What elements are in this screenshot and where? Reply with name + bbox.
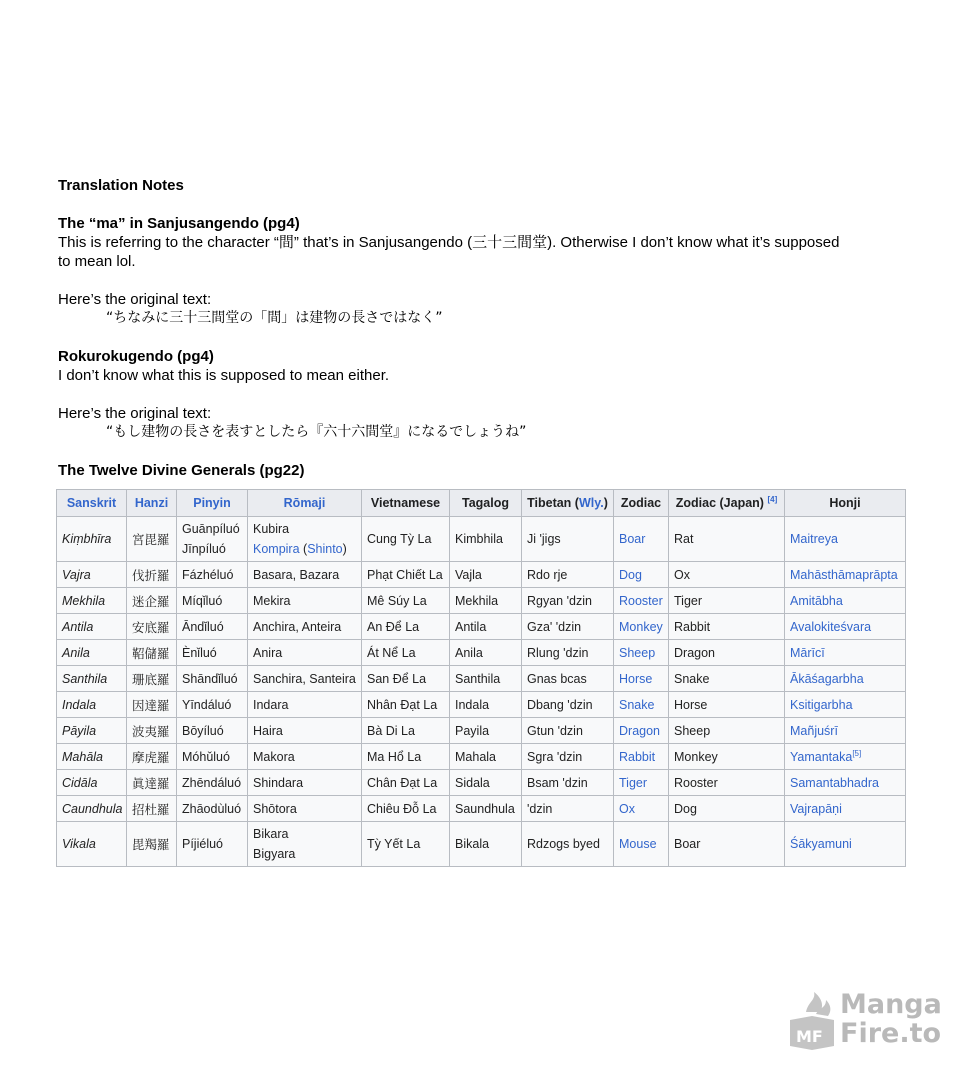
cell-hanzi: 珊底羅	[127, 666, 177, 692]
cell-honji	[785, 588, 906, 614]
cell-tibetan: Dbang 'dzin	[522, 692, 614, 718]
header-zodiac-japan	[669, 490, 785, 517]
watermark-text	[840, 990, 942, 1048]
cell-zodiac-japan: Horse	[669, 692, 785, 718]
cell-tagalog: Payila	[450, 718, 522, 744]
romaji-line: Indara	[253, 697, 289, 712]
cell-sanskrit: Kiṃbhīra	[57, 517, 127, 562]
section-heading-rokurokugendo: Rokurokugendo (pg4)	[58, 348, 214, 365]
table-row	[57, 744, 906, 770]
cell-pinyin	[177, 822, 248, 867]
honji-link[interactable]: Ksitigarbha	[790, 697, 853, 712]
cell-romaji	[248, 744, 362, 770]
cell-tibetan: Bsam 'dzin	[522, 770, 614, 796]
zodiac-link[interactable]: Monkey	[619, 619, 663, 634]
ref-link[interactable]: [4]	[767, 494, 778, 504]
cell-tagalog: Sidala	[450, 770, 522, 796]
cell-pinyin	[177, 744, 248, 770]
honji-link[interactable]: Mārīcī	[790, 645, 825, 660]
header-tibetan-close: )	[603, 496, 608, 510]
cell-vietnamese: Chân Đạt La	[362, 770, 450, 796]
cell-sanskrit: Indala	[57, 692, 127, 718]
original-text-label: Here’s the original text:	[58, 291, 212, 308]
cell-honji	[785, 562, 906, 588]
honji-link[interactable]: Amitābha	[790, 593, 843, 608]
header-zodiac-japan-label: Zodiac (Japan)	[675, 496, 768, 510]
header-tagalog: Tagalog	[450, 490, 522, 517]
cell-zodiac-japan: Monkey	[669, 744, 785, 770]
cell-hanzi: 毘羯羅	[127, 822, 177, 867]
cell-vietnamese: Bà Di La	[362, 718, 450, 744]
romaji-line	[253, 539, 356, 559]
pinyin-line: Míqǐluó	[182, 593, 223, 608]
cell-tibetan: Rlung 'dzin	[522, 640, 614, 666]
header-tibetan-label: Tibetan (	[527, 496, 579, 510]
svg-text:MF: MF	[796, 1027, 823, 1046]
cell-zodiac	[614, 770, 669, 796]
original-text-label: Here’s the original text:	[58, 405, 212, 422]
section-text-rokurokugendo: I don’t know what this is supposed to mean either.	[58, 367, 390, 384]
cell-hanzi: 因達羅	[127, 692, 177, 718]
cell-hanzi: 波夷羅	[127, 718, 177, 744]
cell-zodiac	[614, 640, 669, 666]
honji-link[interactable]: Vajrapāṇi	[790, 801, 842, 816]
cell-sanskrit: Santhila	[57, 666, 127, 692]
cell-hanzi: 鞀儲羅	[127, 640, 177, 666]
cell-tagalog: Anila	[450, 640, 522, 666]
pinyin-line: Fázhéluó	[182, 567, 234, 582]
zodiac-link[interactable]: Mouse	[619, 837, 657, 851]
cell-romaji	[248, 614, 362, 640]
table-row	[57, 517, 906, 562]
cell-pinyin	[177, 614, 248, 640]
cell-sanskrit: Pāyila	[57, 718, 127, 744]
zodiac-link[interactable]: Snake	[619, 697, 655, 712]
zodiac-link[interactable]: Dog	[619, 567, 642, 582]
cell-sanskrit: Cidāla	[57, 770, 127, 796]
cell-vietnamese: An Để La	[362, 614, 450, 640]
cell-hanzi: 安底羅	[127, 614, 177, 640]
romaji-line: Shōtora	[253, 801, 297, 816]
cell-zodiac	[614, 517, 669, 562]
header-pinyin[interactable]: Pinyin	[177, 490, 248, 517]
cell-sanskrit: Anila	[57, 640, 127, 666]
cell-hanzi: 摩虎羅	[127, 744, 177, 770]
table-row	[57, 562, 906, 588]
shinto-link[interactable]: Shinto	[307, 542, 343, 556]
pinyin-line: Jīnpíluó	[182, 542, 226, 556]
cell-tibetan: Gtun 'dzin	[522, 718, 614, 744]
cell-zodiac-japan: Tiger	[669, 588, 785, 614]
cell-romaji	[248, 562, 362, 588]
cell-zodiac-japan: Boar	[669, 822, 785, 867]
cell-pinyin	[177, 588, 248, 614]
cell-tibetan: Sgra 'dzin	[522, 744, 614, 770]
cell-hanzi: 宮毘羅	[127, 517, 177, 562]
cell-romaji	[248, 796, 362, 822]
table-row	[57, 770, 906, 796]
cell-romaji	[248, 666, 362, 692]
original-text-ja: “ちなみに三十三間堂の「間」は建物の長さではなく”	[106, 310, 443, 326]
cell-sanskrit: Caundhula	[57, 796, 127, 822]
romaji-line: Shindara	[253, 775, 304, 790]
cell-tagalog: Bikala	[450, 822, 522, 867]
cell-vietnamese: Cung Tỳ La	[362, 517, 450, 562]
pinyin-line: Móhǔluó	[182, 749, 230, 764]
cell-tagalog: Mahala	[450, 744, 522, 770]
cell-tibetan: 'dzin	[522, 796, 614, 822]
header-romaji[interactable]: Rōmaji	[248, 490, 362, 517]
zodiac-link[interactable]: Boar	[619, 532, 646, 546]
pinyin-line: Guānpíluó	[182, 522, 240, 536]
cell-zodiac	[614, 692, 669, 718]
cell-hanzi: 眞達羅	[127, 770, 177, 796]
honji-link[interactable]: Maitreya	[790, 532, 838, 546]
cell-vietnamese: Tỳ Yết La	[362, 822, 450, 867]
cell-romaji	[248, 718, 362, 744]
cell-honji	[785, 614, 906, 640]
cell-zodiac-japan: Dragon	[669, 640, 785, 666]
romaji-line: Mekira	[253, 593, 291, 608]
zodiac-link[interactable]: Ox	[619, 801, 635, 816]
romaji-line: Bigyara	[253, 847, 296, 861]
honji-link[interactable]: Samantabhadra	[790, 775, 879, 790]
cell-tagalog: Saundhula	[450, 796, 522, 822]
romaji-line: Sanchira, Santeira	[253, 671, 356, 686]
cell-romaji	[248, 770, 362, 796]
romaji-line: Anira	[253, 645, 283, 660]
paren-open: (	[299, 542, 308, 556]
honji-link[interactable]: Mahāsthāmaprāpta	[790, 567, 898, 582]
cell-zodiac	[614, 588, 669, 614]
zodiac-link[interactable]: Dragon	[619, 723, 660, 738]
cell-tibetan: Ji 'jigs	[522, 517, 614, 562]
cell-tibetan: Rdo rje	[522, 562, 614, 588]
cell-zodiac-japan: Dog	[669, 796, 785, 822]
ref-link[interactable]: [5]	[852, 748, 862, 758]
table-header-row	[57, 490, 906, 517]
table-row	[57, 718, 906, 744]
wly-link[interactable]: Wly.	[578, 496, 604, 510]
honji-link[interactable]: Mañjuśrī	[790, 723, 838, 738]
cell-tagalog: Mekhila	[450, 588, 522, 614]
cell-pinyin	[177, 666, 248, 692]
cell-tibetan: Rgyan 'dzin	[522, 588, 614, 614]
cell-honji	[785, 770, 906, 796]
notes-title: Translation Notes	[58, 177, 184, 194]
table-row	[57, 614, 906, 640]
section-heading-generals: The Twelve Divine Generals (pg22)	[58, 462, 305, 479]
cell-tagalog: Santhila	[450, 666, 522, 692]
cell-pinyin	[177, 562, 248, 588]
cell-zodiac-japan: Ox	[669, 562, 785, 588]
cell-zodiac	[614, 718, 669, 744]
zodiac-link[interactable]: Sheep	[619, 645, 656, 660]
cell-pinyin	[177, 796, 248, 822]
table-row	[57, 796, 906, 822]
cell-romaji	[248, 640, 362, 666]
cell-zodiac	[614, 822, 669, 867]
cell-vietnamese: Mê Súy La	[362, 588, 450, 614]
zodiac-link[interactable]: Horse	[619, 671, 653, 686]
romaji-line: Bikara	[253, 827, 289, 841]
pinyin-line: Ènǐluó	[182, 645, 217, 660]
cell-romaji	[248, 822, 362, 867]
zodiac-link[interactable]: Tiger	[619, 775, 648, 790]
cell-sanskrit: Mekhila	[57, 588, 127, 614]
cell-vietnamese: Ma Hổ La	[362, 744, 450, 770]
pinyin-line: Zhēndáluó	[182, 775, 242, 790]
cell-vietnamese: Nhân Đạt La	[362, 692, 450, 718]
table-row	[57, 692, 906, 718]
table-row	[57, 588, 906, 614]
cell-vietnamese: Chiêu Đỗ La	[362, 796, 450, 822]
cell-zodiac	[614, 562, 669, 588]
honji-link[interactable]: Ākāśagarbha	[790, 671, 864, 686]
cell-hanzi: 迷企羅	[127, 588, 177, 614]
header-zodiac: Zodiac	[614, 490, 669, 517]
header-honji: Honji	[785, 490, 906, 517]
table-row	[57, 640, 906, 666]
cell-honji	[785, 744, 906, 770]
cell-tagalog: Indala	[450, 692, 522, 718]
honji-link[interactable]: Śākyamuni	[790, 837, 852, 851]
cell-zodiac-japan: Rabbit	[669, 614, 785, 640]
cell-vietnamese: San Để La	[362, 666, 450, 692]
cell-honji	[785, 640, 906, 666]
translation-notes	[58, 176, 908, 480]
cell-pinyin	[177, 718, 248, 744]
cell-hanzi: 伐折羅	[127, 562, 177, 588]
zodiac-link[interactable]: Rabbit	[619, 749, 656, 764]
cell-tibetan: Gnas bcas	[522, 666, 614, 692]
cell-zodiac-japan: Rat	[669, 517, 785, 562]
cell-romaji	[248, 588, 362, 614]
header-tibetan	[522, 490, 614, 517]
pinyin-line: Shāndǐluó	[182, 671, 238, 686]
romaji-line: Anchira, Anteira	[253, 619, 342, 634]
cell-pinyin	[177, 640, 248, 666]
cell-honji	[785, 666, 906, 692]
table-row	[57, 822, 906, 867]
romaji-line: Basara, Bazara	[253, 567, 340, 582]
cell-romaji	[248, 692, 362, 718]
romaji-line: Kubira	[253, 522, 290, 536]
pinyin-line: Yīndáluó	[182, 697, 232, 712]
cell-zodiac	[614, 666, 669, 692]
pinyin-line: Zhāodùluó	[182, 801, 242, 816]
original-text-ja: “もし建物の長さを表すとしたら『六十六間堂』になるでしょうね”	[106, 424, 527, 440]
header-sanskrit[interactable]: Sanskrit	[57, 490, 127, 517]
honji-link[interactable]: Avalokiteśvara	[790, 619, 872, 634]
section-heading-ma: The “ma” in Sanjusangendo (pg4)	[58, 215, 300, 232]
table-row	[57, 666, 906, 692]
cell-honji	[785, 718, 906, 744]
cell-zodiac-japan: Sheep	[669, 718, 785, 744]
header-hanzi[interactable]: Hanzi	[127, 490, 177, 517]
cell-sanskrit: Mahāla	[57, 744, 127, 770]
cell-sanskrit: Vajra	[57, 562, 127, 588]
cell-zodiac-japan: Snake	[669, 666, 785, 692]
watermark-line2: Fire.to	[840, 1018, 942, 1049]
section-text-ma-1: This is referring to the character “間” that’s in Sanjusangendo (三十三間堂). Otherwise I don’t know what it’s supposed	[58, 234, 840, 251]
cell-tagalog: Kimbhila	[450, 517, 522, 562]
pinyin-line: Bōyíluó	[182, 723, 224, 738]
cell-zodiac	[614, 796, 669, 822]
cell-pinyin	[177, 770, 248, 796]
cell-zodiac	[614, 744, 669, 770]
cell-tagalog: Vajla	[450, 562, 522, 588]
kompira-link[interactable]: Kompira	[253, 542, 300, 556]
cell-tibetan: Gza' 'dzin	[522, 614, 614, 640]
cell-pinyin	[177, 692, 248, 718]
cell-zodiac	[614, 614, 669, 640]
cell-honji	[785, 692, 906, 718]
cell-honji	[785, 796, 906, 822]
cell-tagalog: Antila	[450, 614, 522, 640]
cell-vietnamese: Át Nể La	[362, 640, 450, 666]
cell-honji	[785, 822, 906, 867]
cell-tibetan: Rdzogs byed	[522, 822, 614, 867]
cell-romaji	[248, 517, 362, 562]
romaji-line: Haira	[253, 723, 283, 738]
honji-link[interactable]: Yamantaka	[790, 749, 853, 764]
cell-sanskrit: Antila	[57, 614, 127, 640]
pinyin-line: Píjiéluó	[182, 837, 223, 851]
twelve-generals-table	[56, 489, 906, 867]
cell-sanskrit: Vikala	[57, 822, 127, 867]
pinyin-line: Āndǐluó	[182, 619, 224, 634]
watermark-line1: Manga	[840, 989, 942, 1020]
section-text-ma-2: to mean lol.	[58, 253, 136, 270]
paren-close: )	[342, 542, 347, 556]
cell-pinyin	[177, 517, 248, 562]
cell-zodiac-japan: Rooster	[669, 770, 785, 796]
header-vietnamese: Vietnamese	[362, 490, 450, 517]
zodiac-link[interactable]: Rooster	[619, 593, 663, 608]
romaji-line: Makora	[253, 749, 295, 764]
cell-honji	[785, 517, 906, 562]
cell-hanzi: 招杜羅	[127, 796, 177, 822]
cell-vietnamese: Phạt Chiết La	[362, 562, 450, 588]
